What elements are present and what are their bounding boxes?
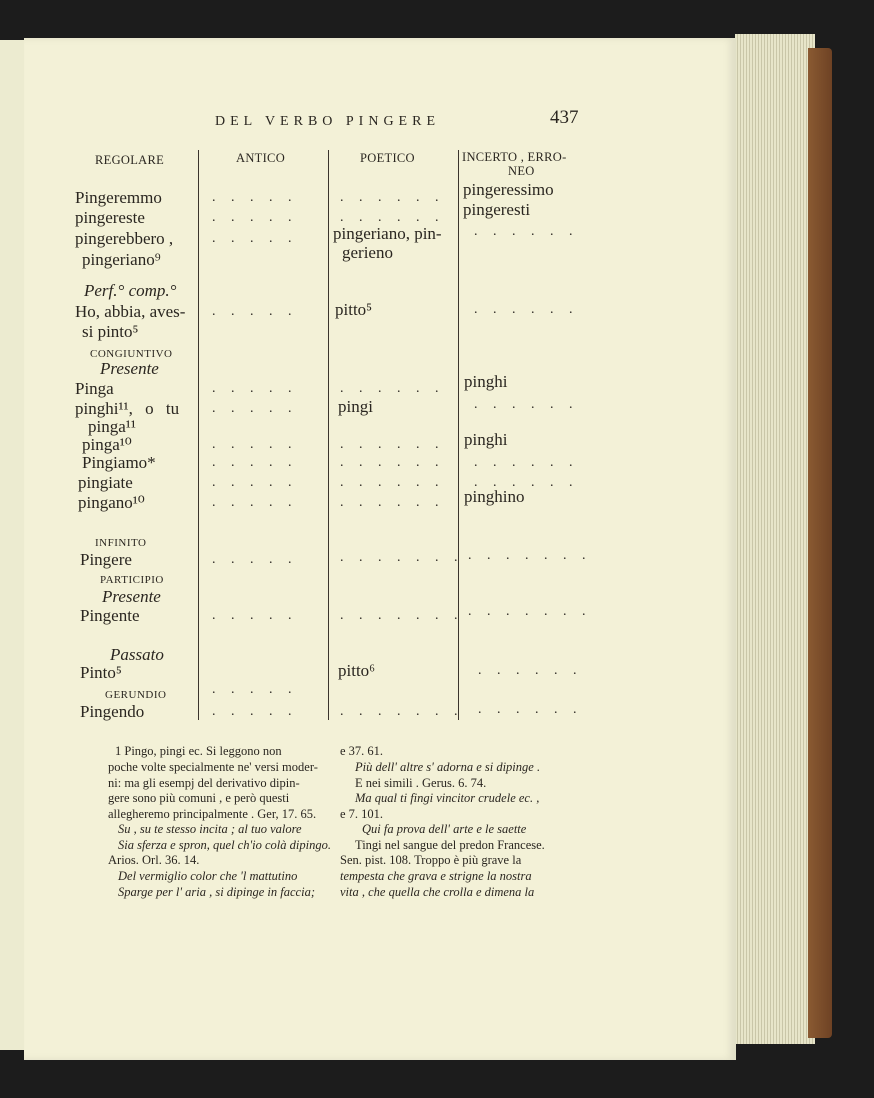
empty-cell: . . . . . . xyxy=(478,702,583,717)
empty-cell: . . . . . . xyxy=(340,455,445,470)
tense-label: Perf.° comp.° xyxy=(84,281,177,300)
empty-cell: . . . . . xyxy=(212,704,298,719)
empty-cell: . . . . . xyxy=(212,682,298,697)
empty-cell: . . . . . xyxy=(212,495,298,510)
col-header-incerto: INCERTO , ERRO- xyxy=(462,150,567,164)
running-title: DEL VERBO PINGERE xyxy=(215,114,440,129)
footnote-line: e 7. 101. xyxy=(340,807,384,821)
empty-cell: . . . . . . xyxy=(474,302,579,317)
empty-cell: . . . . . . xyxy=(474,224,579,239)
tense-label: Passato xyxy=(110,645,164,664)
empty-cell: . . . . . . xyxy=(340,381,445,396)
empty-cell: . . . . . . xyxy=(474,397,579,412)
empty-cell: . . . . . . xyxy=(474,475,579,490)
form: pingeriano, pin- xyxy=(333,224,442,243)
tense-label: Presente xyxy=(102,587,161,606)
empty-cell: . . . . . xyxy=(212,552,298,567)
col-header-poetico: POETICO xyxy=(360,151,415,165)
empty-cell: . . . . . xyxy=(212,437,298,452)
form: Pingente xyxy=(80,606,140,625)
empty-cell: . . . . . . xyxy=(340,495,445,510)
form: Pingere xyxy=(80,550,132,569)
footnote-line: vita , che quella che crolla e dimena la xyxy=(340,885,535,899)
footnote-line: e 37. 61. xyxy=(340,744,384,758)
empty-cell: . . . . . . xyxy=(340,437,445,452)
empty-cell: . . . . . xyxy=(212,381,298,396)
footnote-line: 1 Pingo, pingi ec. Si leggono non xyxy=(115,744,282,758)
form: gerieno xyxy=(342,243,393,262)
empty-cell: . . . . . . . xyxy=(340,608,464,623)
empty-cell: . . . . . . xyxy=(340,475,445,490)
mood-label: GERUNDIO xyxy=(105,689,167,701)
empty-cell: . . . . . xyxy=(212,304,298,319)
empty-cell: . . . . . . . xyxy=(340,550,464,565)
footnote-line: E nei simili . Gerus. 6. 74. xyxy=(355,776,487,790)
empty-cell: . . . . . . . xyxy=(468,604,592,619)
empty-cell: . . . . . xyxy=(212,455,298,470)
column-divider xyxy=(328,150,329,720)
form: Ho, abbia, aves- xyxy=(75,302,186,321)
form: pingeriano⁹ xyxy=(82,250,161,269)
column-divider xyxy=(458,150,459,720)
footnote-line: Più dell' altre s' adorna e si dipinge . xyxy=(355,760,541,774)
empty-cell: . . . . . . . xyxy=(340,704,464,719)
form: pingeresti xyxy=(463,200,531,219)
form: Pingiamo* xyxy=(82,453,156,472)
footnote-line: Qui fa prova dell' arte e le saette xyxy=(362,822,527,836)
mood-label: CONGIUNTIVO xyxy=(90,348,173,360)
footnote-line: Sparge per l' aria , si dipinge in faccia; xyxy=(118,885,315,899)
book-page xyxy=(24,38,736,1060)
form: pinghi xyxy=(464,430,508,449)
empty-cell: . . . . . . xyxy=(474,455,579,470)
form: Pinto⁵ xyxy=(80,663,122,682)
footnote-line: poche volte specialmente ne' versi moder- xyxy=(108,760,318,774)
mood-label: PARTICIPIO xyxy=(100,574,164,586)
footnote-line: allegheremo principalmente . Ger, 17. 65. xyxy=(108,807,317,821)
form: pinga¹¹ xyxy=(88,417,136,436)
empty-cell: . . . . . xyxy=(212,231,298,246)
footnote-line: Arios. Orl. 36. 14. xyxy=(108,853,200,867)
empty-cell: . . . . . . . xyxy=(468,548,592,563)
footnote-line: Su , su te stesso incita ; al tuo valore xyxy=(118,822,302,836)
empty-cell: . . . . . . xyxy=(340,190,445,205)
col-header-incerto-2: NEO xyxy=(508,164,535,178)
form: pingiate xyxy=(78,473,133,492)
col-header-regolare: REGOLARE xyxy=(95,153,165,167)
empty-cell: . . . . . xyxy=(212,401,298,416)
empty-cell: . . . . . xyxy=(212,608,298,623)
form: pingerebbero , xyxy=(75,229,174,248)
footnote-line: gere sono più comuni , e però questi xyxy=(108,791,290,805)
footnote-line: ni: ma gli esempj del derivativo dipin- xyxy=(108,776,300,790)
form: pingi xyxy=(338,397,373,416)
empty-cell: . . . . . xyxy=(212,475,298,490)
form: Pingeremmo xyxy=(75,188,162,207)
footnote-line: Sen. pist. 108. Troppo è più grave la xyxy=(340,853,522,867)
footnote-line: tempesta che grava e strigne la nostra xyxy=(340,869,532,883)
form: pinghi¹¹, o tu xyxy=(75,399,180,418)
form: pitto⁶ xyxy=(338,661,376,680)
form: pinga¹⁰ xyxy=(82,435,132,454)
form: pingano¹⁰ xyxy=(78,493,145,512)
footnote-line: Del vermiglio color che 'l mattutino xyxy=(118,869,298,883)
empty-cell: . . . . . . xyxy=(340,210,445,225)
footnote-line: Sia sferza e spron, quel ch'io colà dipingo. xyxy=(118,838,331,852)
form: pingeressimo xyxy=(463,180,554,199)
form: Pingendo xyxy=(80,702,145,721)
empty-cell: . . . . . xyxy=(212,190,298,205)
column-divider xyxy=(198,150,199,720)
mood-label: INFINITO xyxy=(95,537,147,549)
empty-cell: . . . . . . xyxy=(478,663,583,678)
form: Pinga xyxy=(75,379,114,398)
form: pinghi xyxy=(464,372,508,391)
page-number: 437 xyxy=(550,107,579,128)
empty-cell: . . . . . xyxy=(212,210,298,225)
tense-label: Presente xyxy=(100,359,159,378)
form: pitto⁵ xyxy=(335,300,373,319)
footnote-line: Ma qual ti fingi vincitor crudele ec. , xyxy=(355,791,540,805)
col-header-antico: ANTICO xyxy=(236,151,286,165)
footnote-line: Tingi nel sangue del predon Francese. xyxy=(355,838,545,852)
form: si pinto⁵ xyxy=(82,322,139,341)
form: pinghino xyxy=(464,487,525,506)
form: pingereste xyxy=(75,208,145,227)
